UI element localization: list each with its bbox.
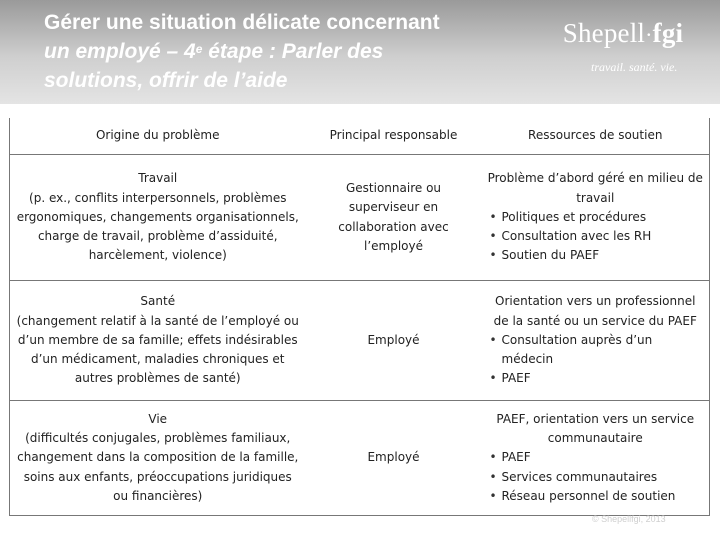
list-item: • Consultation avec les RH <box>488 227 704 246</box>
resources-cell <box>482 401 710 516</box>
responsible-cell: Employé <box>306 401 482 516</box>
origin-cell <box>10 281 306 401</box>
list-item: • PAEF <box>488 369 704 388</box>
title-superscript: e <box>195 42 203 56</box>
brand-tagline: travail. santé. vie. <box>591 60 678 74</box>
slide-header <box>0 0 720 104</box>
support-table <box>9 118 710 516</box>
origin-detail: (changement relatif à la santé de l’employé ou d’un membre de sa famille; effets indésirables d’un médicament, maladies chroniques et autres problèmes de santé) <box>16 313 299 386</box>
brand-separator: · <box>645 22 653 47</box>
table-row <box>10 155 710 281</box>
resource-list <box>488 448 704 506</box>
resource-list <box>488 208 704 266</box>
title-line-2-post: étape : Parler des <box>202 40 384 63</box>
brand-name-part2: fgi <box>652 18 684 48</box>
resource-lead: PAEF, orientation vers un service communautaire <box>496 411 695 446</box>
origin-cell <box>10 155 306 281</box>
resources-cell <box>482 281 710 401</box>
title-line-2-pre: un employé – 4 <box>44 40 196 63</box>
brand-logo <box>553 18 693 75</box>
resource-lead: Orientation vers un professionnel de la santé ou un service du PAEF <box>493 294 697 328</box>
header-origin: Origine du problème <box>10 118 306 155</box>
origin-cell <box>10 401 306 516</box>
list-item: • Réseau personnel de soutien <box>488 487 704 506</box>
origin-title: Santé <box>140 294 176 309</box>
brand-name-part1: Shepell <box>562 18 646 48</box>
origin-title: Vie <box>148 411 168 426</box>
title-line-2 <box>44 37 544 66</box>
brand-name <box>553 18 693 50</box>
responsible-cell: Gestionnaire ou superviseur en collaboration avec l’employé <box>306 155 482 281</box>
title-line-1: Gérer une situation délicate concernant <box>44 11 440 34</box>
list-item: • Consultation auprès d’un médecin <box>488 331 704 370</box>
header-resources: Ressources de soutien <box>482 118 710 155</box>
header-responsible: Principal responsable <box>306 118 482 155</box>
list-item: • Services communautaires <box>488 468 704 487</box>
responsible-cell: Employé <box>306 281 482 401</box>
resources-cell <box>482 155 710 281</box>
table-header-row <box>10 118 710 155</box>
list-item: • Politiques et procédures <box>488 208 704 227</box>
slide-title <box>44 8 544 95</box>
origin-detail: (difficultés conjugales, problèmes familiaux, changement dans la composition de la famille, soins aux enfants, préoccupations juridiques ou financières) <box>17 431 299 503</box>
table-row <box>10 401 710 516</box>
title-line-3: solutions, offrir de l’aide <box>44 69 288 92</box>
origin-title: Travail <box>138 171 178 186</box>
origin-detail: (p. ex., conflits interpersonnels, problèmes ergonomiques, changements organisationnels, charge de travail, problème d’assiduité, harcèlement, violence) <box>16 190 299 263</box>
resource-lead: Problème d’abord géré en milieu de travail <box>487 171 703 205</box>
table-row <box>10 281 710 401</box>
list-item: • PAEF <box>488 448 704 467</box>
copyright-notice: © Shepellfgi, 2013 <box>592 514 666 524</box>
resource-list <box>488 331 704 389</box>
list-item: • Soutien du PAEF <box>488 246 704 265</box>
